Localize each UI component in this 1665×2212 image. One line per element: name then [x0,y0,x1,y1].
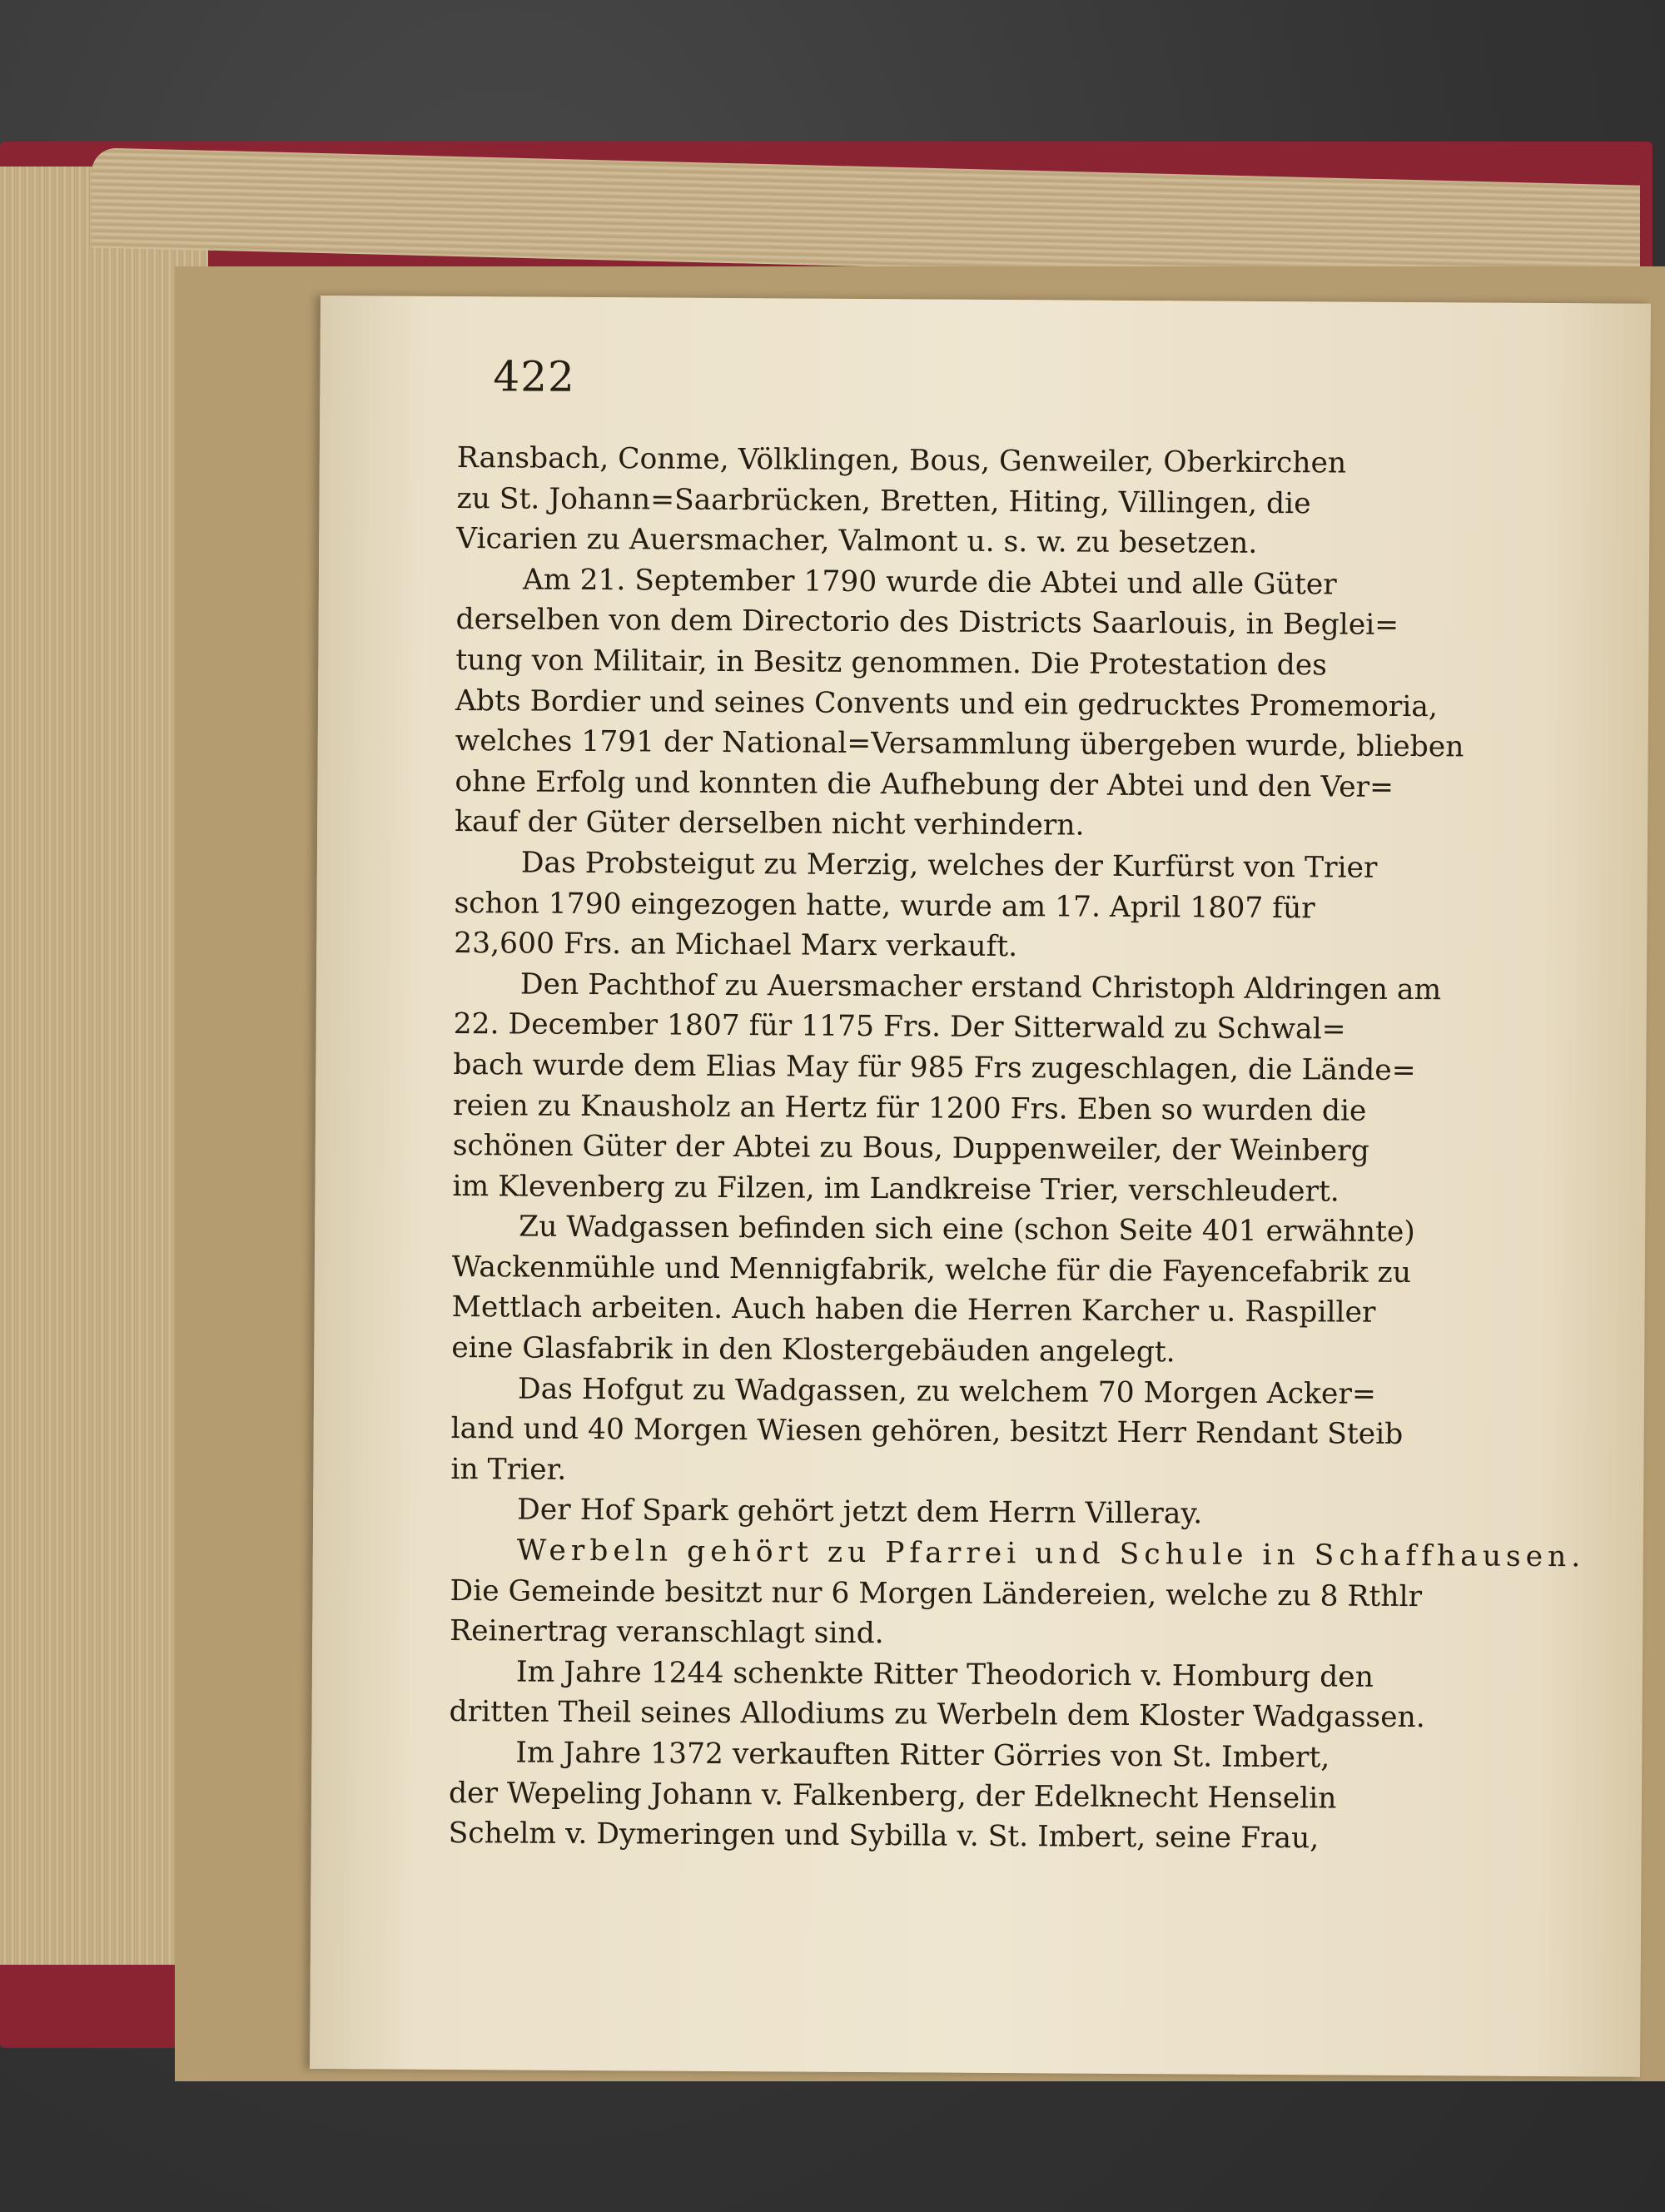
text-line: derselben von dem Directorio des Districts Saarlouis, in Beglei= [455,603,1399,643]
text-line: in Trier. [450,1452,567,1487]
text-line: Wackenmühle und Mennigfabrik, welche für die Fayencefabrik zu [451,1250,1412,1290]
paragraph-start-line: Im Jahre 1244 schenkte Ritter Theodorich v. Homburg den [515,1655,1374,1694]
page-number: 422 [493,352,576,401]
text-line: bach wurde dem Elias May für 985 Frs zugeschlagen, die Lände= [453,1047,1416,1087]
text-line: schon 1790 eingezogen hatte, wurde am 17. April 1807 für [454,886,1315,925]
text-line: 23,600 Frs. an Michael Marx verkauft. [454,927,1018,964]
section-heading-line: Werbeln gehört zu Pfarrei und Schule in Schaffhausen. [516,1533,1586,1574]
text-line: kauf der Güter derselben nicht verhindern. [455,805,1085,843]
paragraph-start-line: Am 21. September 1790 wurde die Abtei und alle Güter [522,563,1337,602]
text-line: zu St. Johann=Saarbrücken, Bretten, Hiting, Villingen, die [456,481,1311,520]
text-line: Vicarien zu Auersmacher, Valmont u. s. w. zu besetzen. [456,522,1258,561]
text-line: im Klevenberg zu Filzen, im Landkreise Trier, verschleudert. [452,1169,1339,1209]
paragraph-start-line: Das Probsteigut zu Merzig, welches der Kurfürst von Trier [520,846,1378,885]
text-line: land und 40 Morgen Wiesen gehören, besitzt Herr Rendant Steib [450,1412,1404,1452]
text-line: Schelm v. Dymeringen und Sybilla v. St. Imbert, seine Frau, [448,1817,1320,1856]
text-line: welches 1791 der National=Versammlung übergeben wurde, blieben [455,724,1464,764]
text-line: tung von Militair, in Besitz genommen. Die Protestation des [455,643,1328,683]
paragraph-start-line: Zu Wadgassen befinden sich eine (schon Seite 401 erwähnte) [519,1210,1415,1250]
text-line: der Wepeling Johann v. Falkenberg, der Edelknecht Henselin [448,1776,1337,1816]
text-line: schönen Güter der Abtei zu Bous, Duppenweiler, der Weinberg [452,1129,1369,1168]
paragraph-start-line: Das Hofgut zu Wadgassen, zu welchem 70 Morgen Acker= [517,1372,1376,1411]
text-line: eine Glasfabrik in den Klostergebäuden angelegt. [451,1331,1175,1369]
text-line: Mettlach arbeiten. Auch haben die Herren Karcher u. Raspiller [451,1290,1376,1330]
text-line: reien zu Knausholz an Hertz für 1200 Frs. Eben so wurden die [452,1088,1367,1128]
text-line: ohne Erfolg und konnten die Aufhebung der Abtei und den Ver= [455,764,1394,804]
book-page [310,296,1651,2077]
text-line: Reinertrag veranschlagt sind. [450,1614,884,1651]
paragraph-start-line: Den Pachthof zu Auersmacher erstand Christoph Aldringen am [519,967,1442,1007]
page-text [449,438,1598,1861]
text-line: 22. December 1807 für 1175 Frs. Der Sitterwald zu Schwal= [453,1007,1346,1046]
paragraph-start-line: Der Hof Spark gehört jetzt dem Herrn Villeray. [516,1493,1203,1531]
text-line: Ransbach, Conme, Völklingen, Bous, Genweiler, Oberkirchen [456,441,1347,480]
text-line: Abts Bordier und seines Convents und ein gedrucktes Promemoria, [455,683,1439,723]
text-line: dritten Theil seines Allodiums zu Werbeln dem Kloster Wadgassen. [449,1695,1425,1735]
paragraph-start-line: Im Jahre 1372 verkauften Ritter Görries von St. Imbert, [515,1736,1330,1775]
text-line: Die Gemeinde besitzt nur 6 Morgen Ländereien, welche zu 8 Rthlr [450,1573,1423,1613]
